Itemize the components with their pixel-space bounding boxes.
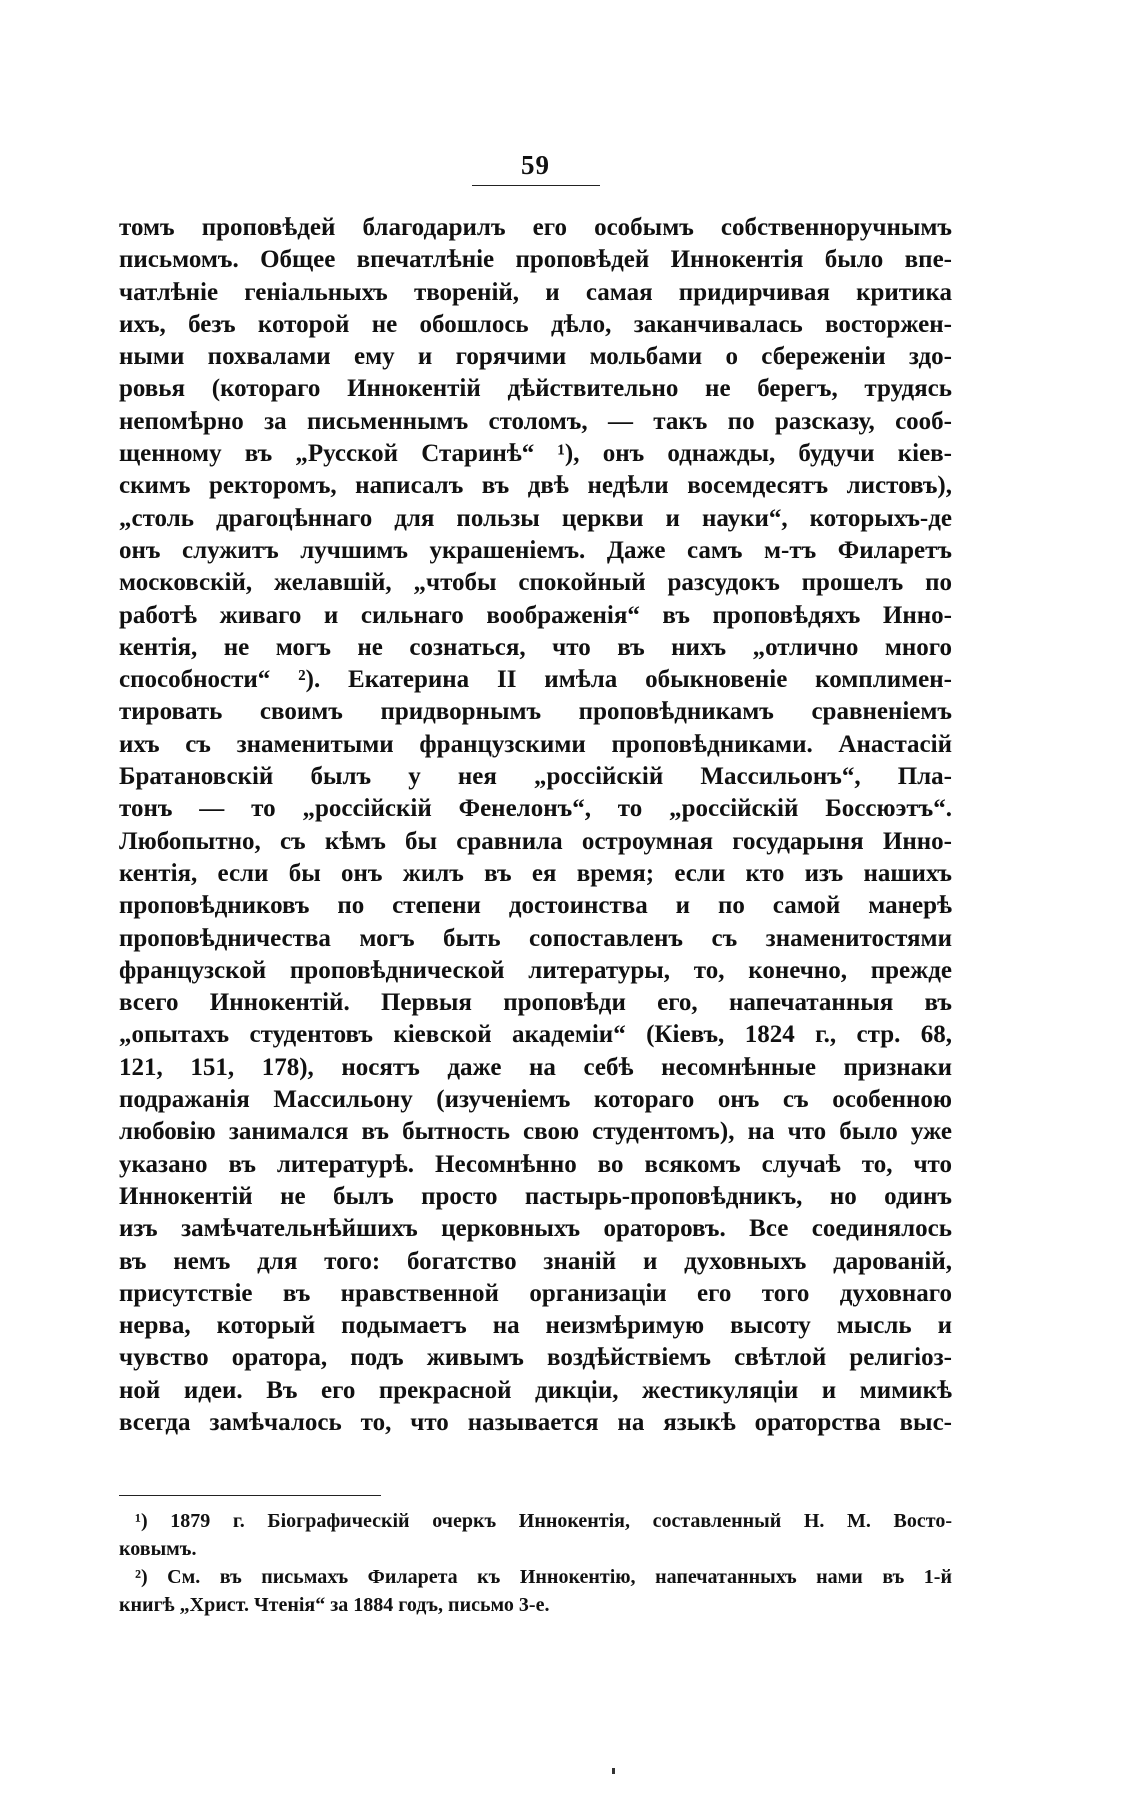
- text-line: онъ служитъ лучшимъ украшеніемъ. Даже самъ м-тъ Филаретъ: [119, 536, 952, 564]
- text-line: ной идеи. Въ его прекрасной дикціи, жестикуляціи и мимикѣ: [119, 1376, 952, 1404]
- text-line: чувство оратора, подъ живымъ воздѣйствіемъ свѣтлой религіоз-: [119, 1344, 952, 1372]
- text-line: письмомъ. Общее впечатлѣніе проповѣдей Иннокентія было впе-: [119, 246, 952, 274]
- text-line: проповѣдниковъ по степени достоинства и по самой манерѣ: [119, 892, 952, 920]
- text-line: ровья (котораго Иннокентій дѣйствительно не берегъ, трудясь: [119, 375, 952, 403]
- text-line: способности“ ²). Екатерина II имѣла обыкновеніе комплимен-: [119, 666, 952, 694]
- text-line: щенному въ „Русской Старинѣ“ ¹), онъ однажды, будучи кіев-: [119, 440, 952, 468]
- footnote-line: ковымъ.: [119, 1538, 197, 1560]
- text-line: скимъ ректоромъ, написалъ въ двѣ недѣли восемдесятъ листовъ),: [119, 472, 952, 500]
- text-line: кентія, не могъ не сознаться, что въ нихъ „отлично много: [119, 633, 952, 661]
- text-line: проповѣдничества могъ быть сопоставленъ съ знаменитостями: [119, 924, 952, 952]
- text-line: любовію занимался въ бытность свою студентомъ), на что было уже: [119, 1118, 952, 1146]
- text-line: въ немъ для того: богатство знаній и духовныхъ дарованій,: [119, 1247, 952, 1275]
- text-line: изъ замѣчательнѣйшихъ церковныхъ ораторовъ. Все соединялось: [119, 1215, 952, 1243]
- text-line: ихъ, безъ которой не обошлось дѣло, заканчивалась восторжен-: [119, 310, 952, 338]
- footnote-line: ²) См. въ письмахъ Филарета къ Иннокентію, напечатанныхъ нами въ 1-й: [135, 1566, 952, 1588]
- text-line: „столь драгоцѣннаго для пользы церкви и науки“, которыхъ-де: [119, 504, 952, 532]
- text-line: французской проповѣднической литературы, то, конечно, прежде: [119, 956, 952, 984]
- text-line: работѣ живаго и сильнаго воображенія“ въ проповѣдяхъ Инно-: [119, 601, 952, 629]
- text-line: ными похвалами ему и горячими мольбами о сбереженіи здо-: [119, 343, 952, 371]
- text-line: тировать своимъ придворнымъ проповѣдникамъ сравненіемъ: [119, 698, 952, 726]
- header-rule: [472, 185, 600, 186]
- footnote-rule: [119, 1495, 381, 1496]
- text-line: тонъ — то „россійскій Фенелонъ“, то „россійскій Боссюэтъ“.: [119, 795, 952, 823]
- text-line: „опытахъ студентовъ кіевской академіи“ (Кіевъ, 1824 г., стр. 68,: [119, 1021, 952, 1049]
- text-line: непомѣрно за письменнымъ столомъ, — такъ по разсказу, сооб-: [119, 407, 952, 435]
- text-line: всего Иннокентій. Первыя проповѣди его, напечатанныя въ: [119, 989, 952, 1017]
- text-line: всегда замѣчалось то, что называется на языкѣ ораторства выс-: [119, 1408, 952, 1436]
- text-line: указано въ литературѣ. Несомнѣнно во всякомъ случаѣ то, что: [119, 1150, 952, 1178]
- page-number: 59: [521, 150, 550, 180]
- text-line: ихъ съ знаменитыми французскими проповѣдниками. Анастасій: [119, 730, 952, 758]
- text-line: чатлѣніе геніальныхъ твореній, и самая придирчивая критика: [119, 278, 952, 306]
- text-line: подражанія Массильону (изученіемъ котораго онъ съ особенною: [119, 1086, 952, 1114]
- footnote-line: ¹) 1879 г. Біографическій очеркъ Иннокентія, составленный Н. М. Восто-: [135, 1510, 952, 1532]
- print-speck: [612, 1768, 615, 1774]
- footnotes: [119, 1507, 952, 1619]
- text-line: присутствіе въ нравственной организаціи его того духовнаго: [119, 1279, 952, 1307]
- text-line: 121, 151, 178), носятъ даже на себѣ несомнѣнные признаки: [119, 1053, 952, 1081]
- text-line: Любопытно, съ кѣмъ бы сравнила остроумная государыня Инно-: [119, 827, 952, 855]
- text-line: Иннокентій не былъ просто пастырь-проповѣдникъ, но одинъ: [119, 1182, 952, 1210]
- text-line: нерва, который подымаетъ на неизмѣримую высоту мысль и: [119, 1312, 952, 1340]
- text-line: томъ проповѣдей благодарилъ его особымъ собственноручнымъ: [119, 214, 952, 241]
- footnote-line: книгѣ „Христ. Чтенія“ за 1884 годъ, письмо 3-е.: [119, 1594, 550, 1616]
- text-line: московскій, желавшій, „чтобы спокойный разсудокъ прошелъ по: [119, 569, 952, 597]
- text-line: Братановскій былъ у нея „россійскій Массильонъ“, Пла-: [119, 763, 952, 791]
- text-line: кентія, если бы онъ жилъ въ ея время; если кто изъ нашихъ: [119, 859, 952, 887]
- main-text: [119, 212, 952, 1439]
